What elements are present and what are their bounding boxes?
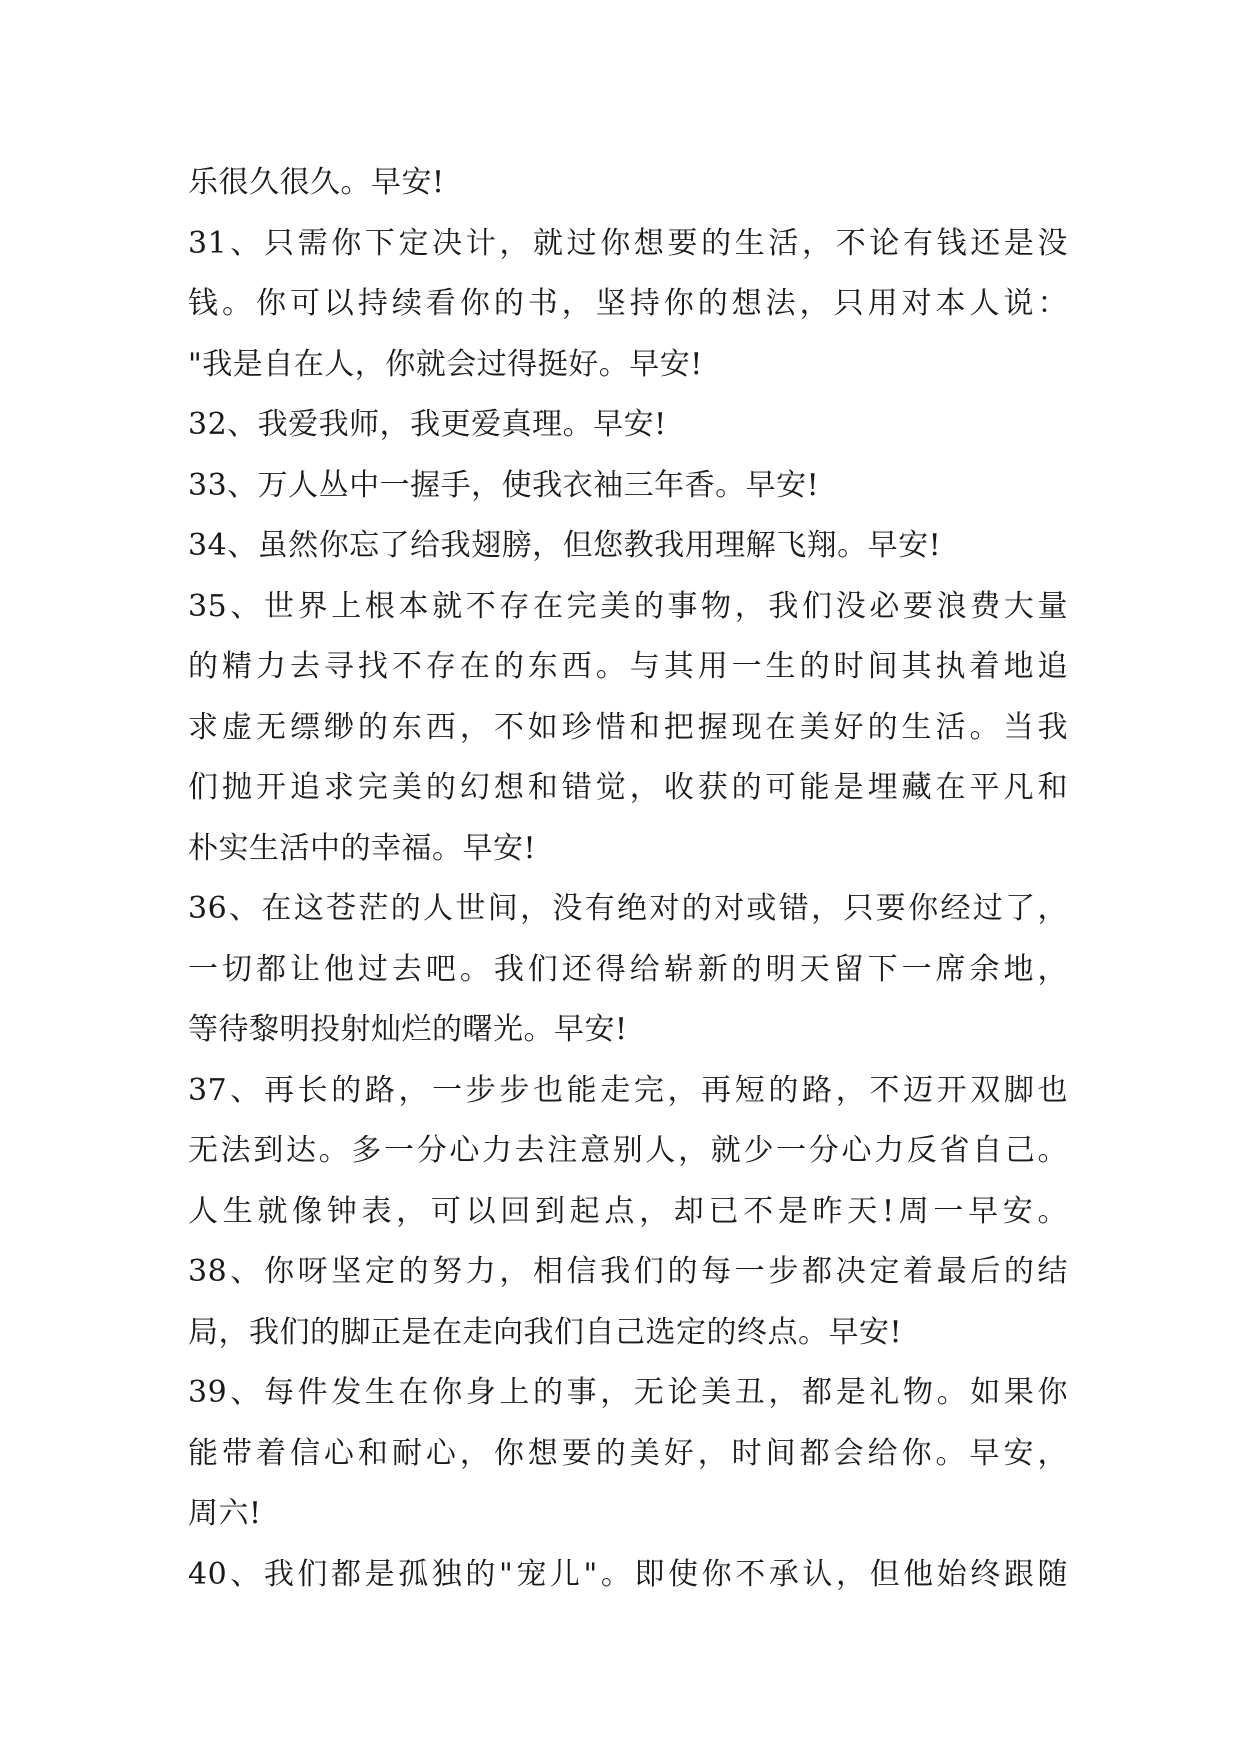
text-line: 34、虽然你忘了给我翅膀，但您教我用理解飞翔。早安! [188,528,942,563]
text-line: 乐很久很久。早安! [188,165,445,200]
text-line: 39、每件发生在你身上的事，无论美丑，都是礼物。如果你 [188,1375,1068,1410]
text-line: 们抛开追求完美的幻想和错觉，收获的可能是埋藏在平凡和 [188,770,1068,805]
text-line: 36、在这苍茫的人世间，没有绝对的对或错，只要你经过了， [188,891,1068,926]
text-line: 局，我们的脚正是在走向我们自己选定的终点。早安! [188,1314,903,1350]
text-line: 人生就像钟表，可以回到起点，却已不是昨天!周一早安。 [188,1193,1068,1229]
text-line: 37、再长的路，一步步也能走完，再短的路，不迈开双脚也 [188,1072,1068,1108]
text-line: 32、我爱我师，我更爱真理。早安! [188,407,667,442]
text-line: 33、万人丛中一握手，使我衣袖三年香。早安! [188,467,820,503]
text-line: 能带着信心和耐心，你想要的美好，时间都会给你。早安， [188,1435,1068,1471]
text-line: 等待黎明投射灿烂的曙光。早安! [188,1012,628,1047]
text-line: 无法到达。多一分心力去注意别人，就少一分心力反省自己。 [188,1133,1068,1168]
text-line: 钱。你可以持续看你的书，坚持你的想法，只用对本人说： [188,286,1068,321]
text-line: 周六! [188,1496,262,1531]
text-line: "我是自在人，你就会过得挺好。早安! [188,346,703,382]
text-line: 的精力去寻找不存在的东西。与其用一生的时间其执着地追 [188,649,1068,684]
text-line: 朴实生活中的幸福。早安! [188,830,537,866]
text-line: 35、世界上根本就不存在完美的事物，我们没必要浪费大量 [188,588,1068,624]
text-line: 40、我们都是孤独的"宠儿"。即使你不承认，但他始终跟随 [188,1556,1068,1592]
text-line: 求虚无缥缈的东西，不如珍惜和把握现在美好的生活。当我 [188,709,1068,745]
body-text [188,153,1068,1605]
text-line: 38、你呀坚定的努力，相信我们的每一步都决定着最后的结 [188,1254,1068,1289]
text-line: 一切都让他过去吧。我们还得给崭新的明天留下一席余地， [188,951,1068,987]
text-line: 31、只需你下定决计，就过你想要的生活，不论有钱还是没 [188,225,1068,261]
